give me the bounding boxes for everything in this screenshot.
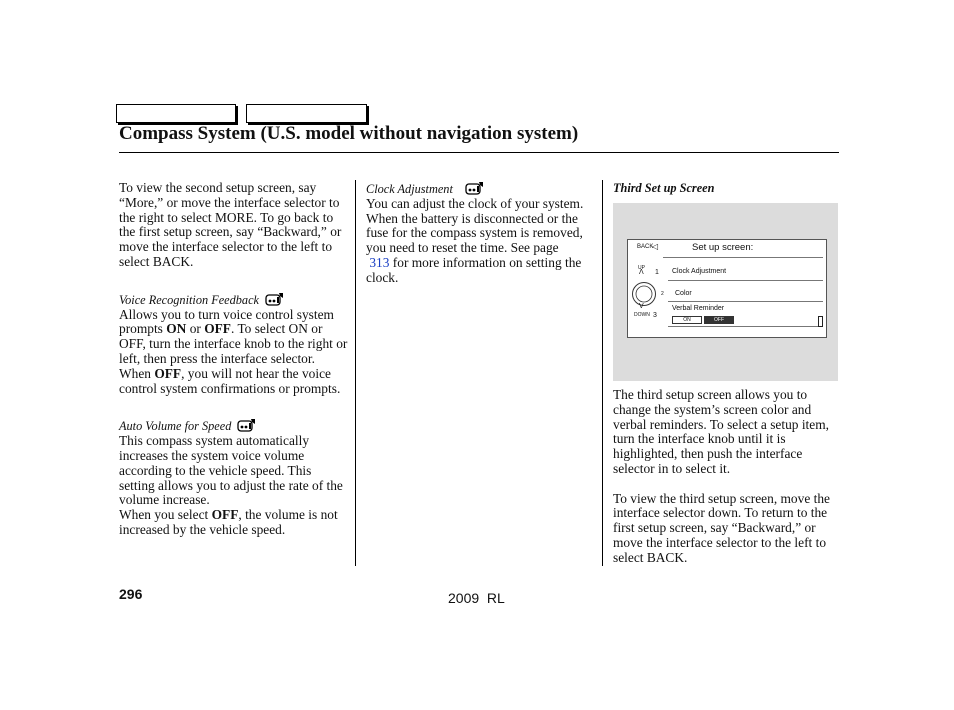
back-label: BACK [637, 244, 654, 250]
item-divider-1 [668, 280, 823, 281]
auto-volume-paragraph-2: When you select OFF, the volume is not increased by the vehicle speed. [119, 507, 338, 537]
auto-volume-heading: Auto Volume for Speed [119, 418, 349, 434]
menu-item-color[interactable]: Color [675, 290, 692, 297]
down-label: DOWN [634, 312, 650, 318]
item-number-1: 1 [655, 269, 659, 276]
header-tab-box-1 [116, 104, 236, 123]
screen-scrollbar [818, 316, 823, 327]
voice-command-icon [265, 292, 285, 306]
page-title: Compass System (U.S. model without navigation system) [119, 123, 579, 144]
menu-item-verbal-reminder[interactable]: Verbal Reminder [672, 305, 725, 312]
clock-adjustment-heading: Clock Adjustment [366, 181, 594, 197]
third-setup-heading: Third Set up Screen [613, 181, 715, 195]
clock-adjustment-paragraph: You can adjust the clock of your system. When the battery is disconnected or the fuse for the compass system is removed, you need to reset the time. See page 313 for more information on setting the clock. [366, 195, 584, 285]
up-label: UP [638, 265, 645, 271]
model-year-footer: 2009 RL [448, 590, 505, 606]
voice-command-icon [465, 181, 485, 195]
auto-volume-paragraph-1: This compass system automatically increases the system voice volume according to the vehicle speed. This setting allows you to adjust the rate of the volume increase. [119, 433, 343, 508]
verbal-reminder-off-option[interactable]: OFF [704, 316, 734, 324]
setup-screen-title: Set up screen: [692, 242, 754, 253]
voice-feedback-heading: Voice Recognition Feedback [119, 292, 349, 308]
column-1 [119, 181, 349, 538]
menu-item-clock-adjustment[interactable]: Clock Adjustment [672, 268, 727, 275]
column-3-text [613, 388, 841, 566]
item-divider-3 [668, 326, 823, 327]
item-number-3: 3 [653, 312, 657, 319]
item-divider-2 [668, 301, 823, 302]
setup-screen-display [627, 239, 827, 338]
up-arrow-icon: Λ [639, 269, 644, 276]
interface-knob-icon [631, 281, 657, 307]
intro-paragraph: To view the second setup screen, say “More,” or move the interface selector to the right to select MORE. To go back to the first setup screen, say “Backward,” or move the interface selector to the left to select BACK. [119, 180, 342, 269]
screen-divider [663, 257, 823, 258]
page-number: 296 [119, 586, 143, 602]
item-number-2: 2 [661, 291, 664, 297]
voice-command-icon [237, 418, 257, 432]
down-arrow-icon: V [639, 303, 644, 310]
page-313-link[interactable]: 313 [369, 254, 390, 270]
voice-feedback-paragraph: Allows you to turn voice control system prompts ON or OFF. To select ON or OFF, turn the interface knob to the right or left, then press the interface selector. When OFF, you will not hear the voice control system confirmations or prompts. [119, 306, 348, 396]
third-setup-paragraph-1: The third setup screen allows you to change the system’s screen color and verbal reminders. To select a setup item, turn the interface knob until it is highlighted, then push the interface selector in to select it. [613, 387, 829, 476]
back-arrow-icon: ◁ [652, 242, 659, 251]
column-divider-2 [602, 180, 603, 566]
header-tab-box-2 [246, 104, 367, 123]
third-setup-paragraph-2: To view the third setup screen, move the interface selector down. To return to the first setup screen, say “Backward,” or move the interface selector to the left to select BACK. [613, 490, 830, 565]
column-2 [366, 181, 594, 286]
column-divider-1 [355, 180, 356, 566]
title-rule [119, 152, 839, 153]
verbal-reminder-on-option[interactable]: ON [672, 316, 702, 324]
